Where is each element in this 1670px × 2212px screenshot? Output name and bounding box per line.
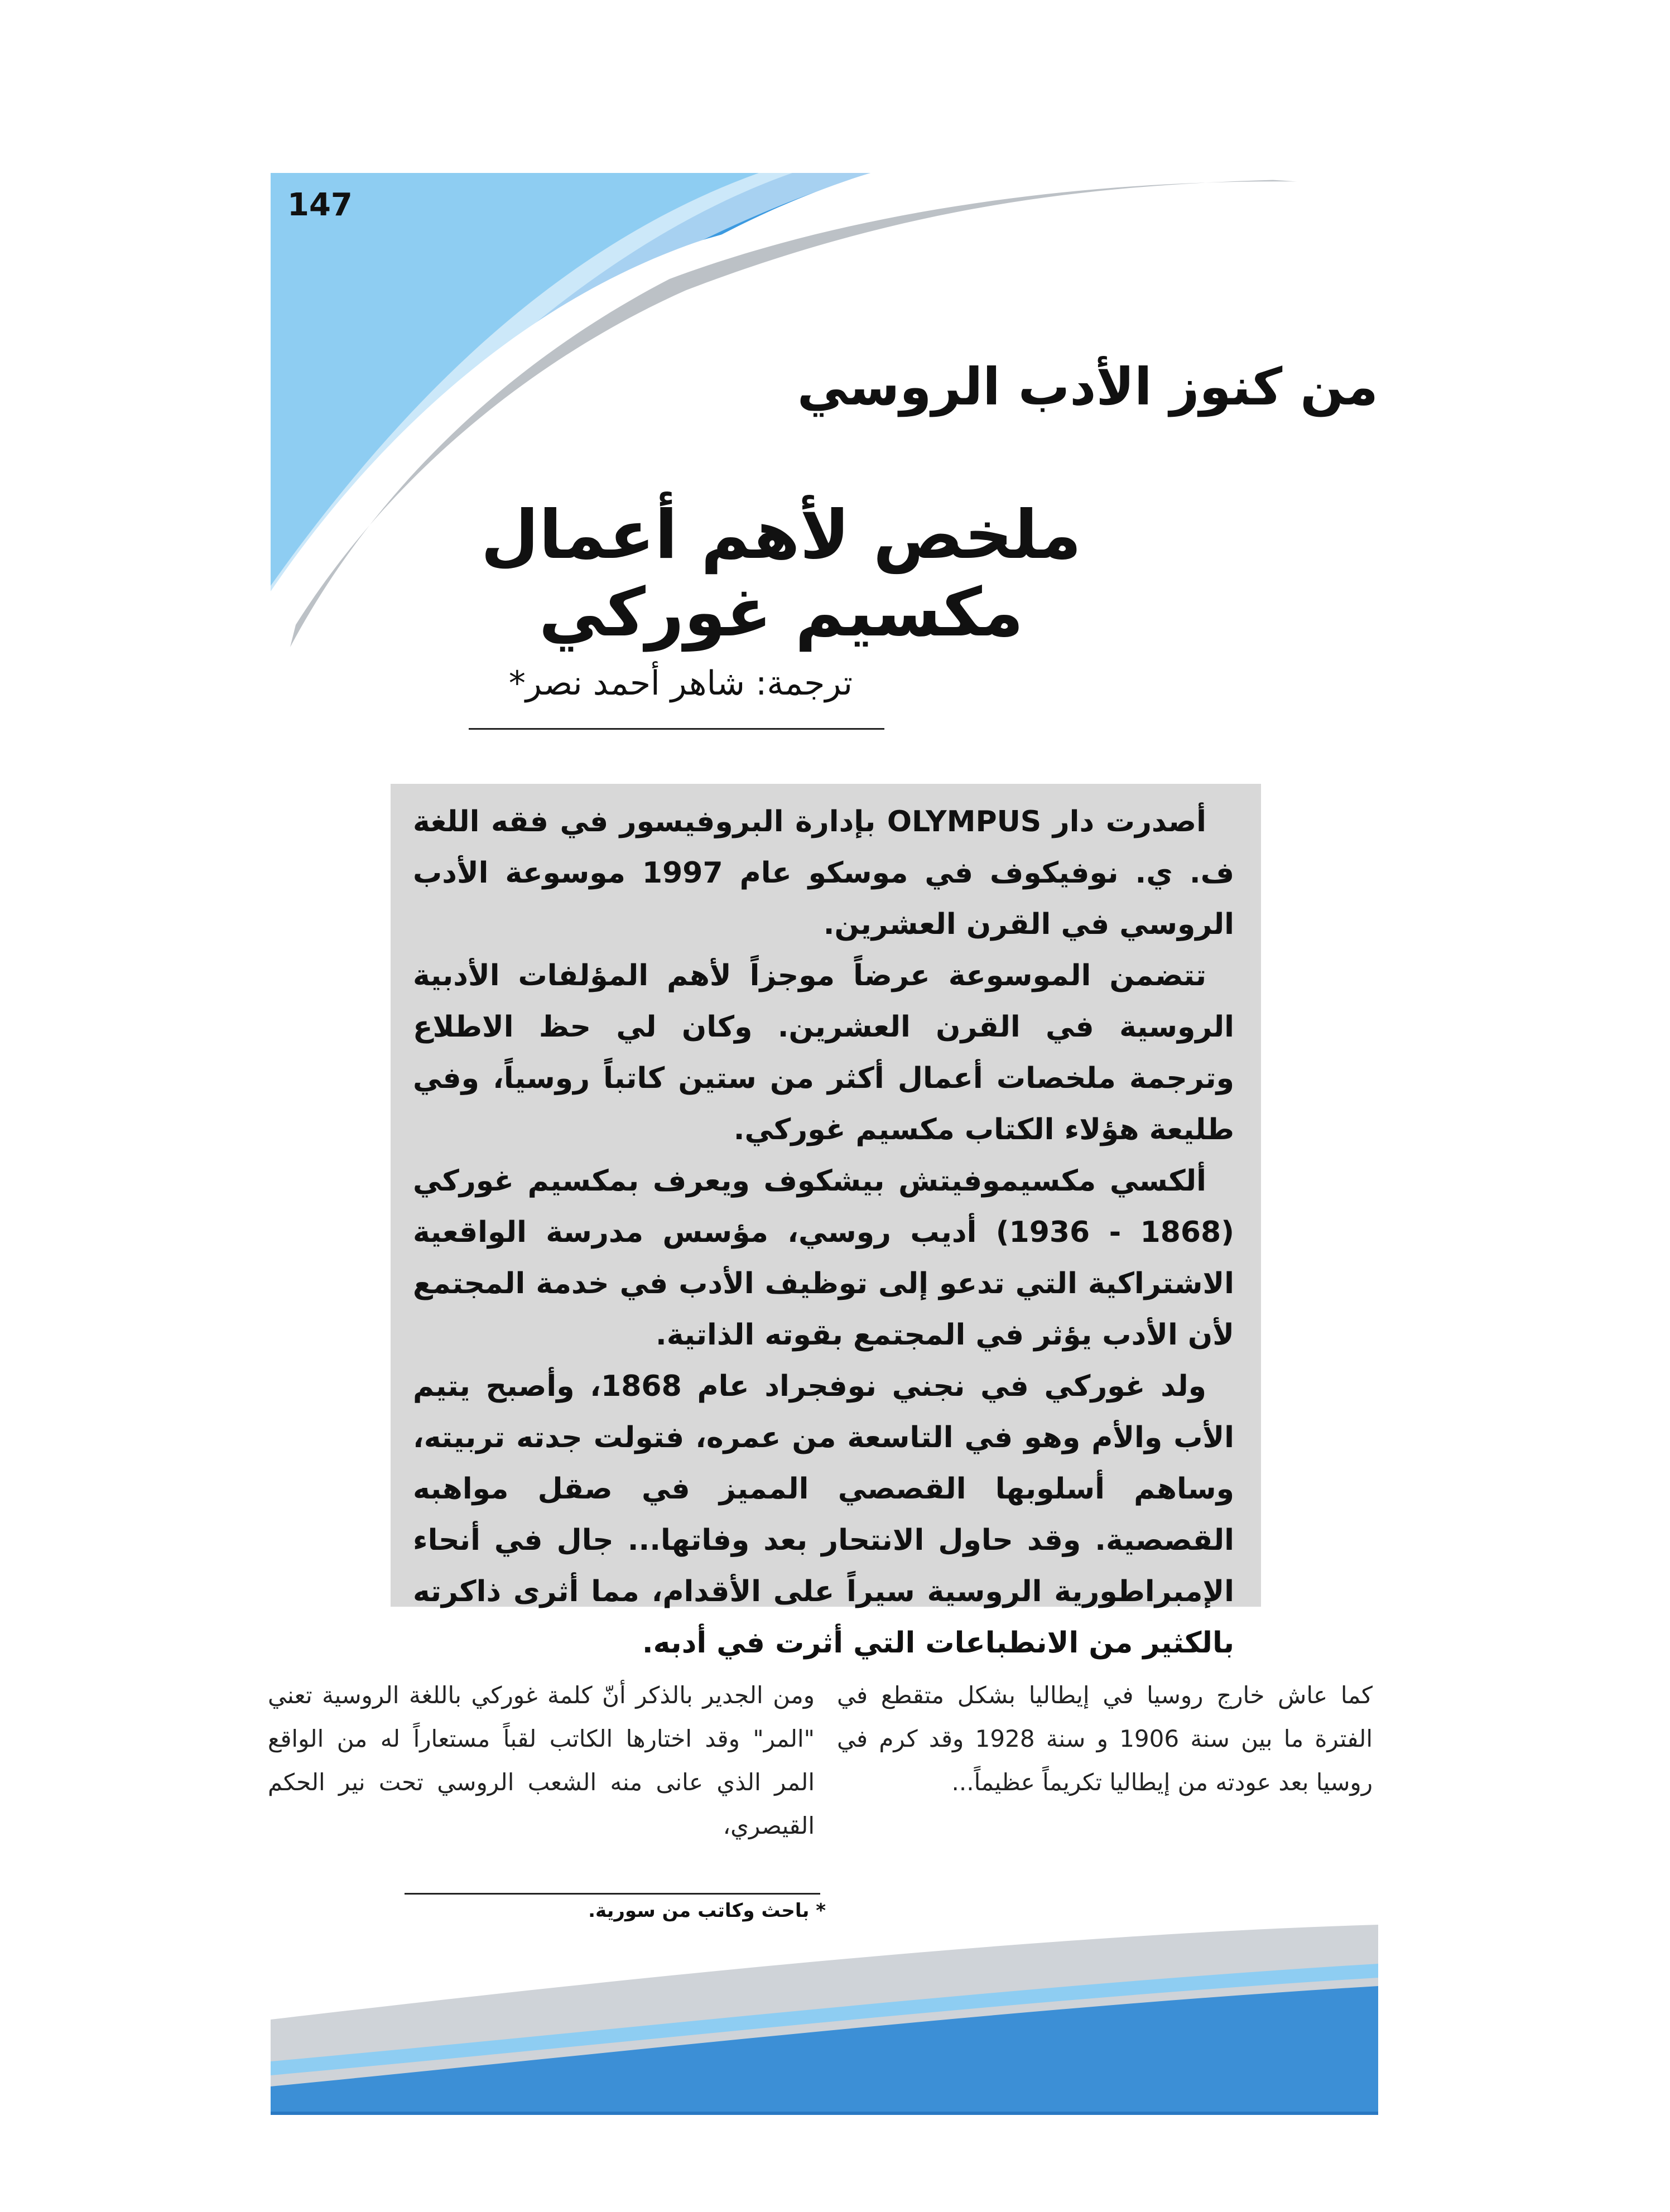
main-title: ملخص لأهم أعمال مكسيم غوركي [480,497,1082,652]
intro-paragraph-4: ولد غوركي في نجني نوفجراد عام 1868، وأصبح يتيم الأب والأم وهو في التاسعة من عمره، فتولت جدته تربيته، وساهم أسلوبها القصصي المميز في صقل مواهبه القصصية. وقد حاول الانتحار بعد وفاتها... جال في أنحاء الإمبراطورية الروسية سيراً على الأقدام، مما أثرى ذاكرته بالكثير من الانطباعات التي أثرت في أدبه. [413,1370,1234,1660]
section-title: من كنوز الأدب الروسي [797,357,1378,417]
body-column-left: ومن الجدير بالذكر أنّ كلمة غوركي باللغة الروسية تعني "المر" وقد اختارها الكاتب لقباً مستعاراً له من الواقع المر الذي عانى منه الشعب الروسي تحت نير الحكم القيصري، [268,1681,815,1839]
intro-paragraph-3: ألكسي مكسيموفيتش بيشكوف ويعرف بمكسيم غوركي (1868 - 1936) أديب روسي، مؤسس مدرسة الواقعية الاشتراكية التي تدعو إلى توظيف الأدب في خدمة المجتمع لأن الأدب يؤثر في المجتمع بقوته الذاتية. [413,1164,1235,1352]
page-number: 147 [287,187,353,223]
intro-box [391,784,1261,1660]
footnote-divider [405,1893,820,1895]
translator-credit: ترجمة: شاهر أحمد نصر* [508,664,853,703]
footnote: * باحث وكاتب من سورية. [588,1900,826,1922]
intro-paragraph-2: تتضمن الموسوعة عرضاً موجزاً لأهم المؤلفات الأدبية الروسية في القرن العشرين. وكان لي حظ الاطلاع وترجمة ملخصات أعمال أكثر من ستين كاتباً روسياً، وفي طليعة هؤلاء الكتاب مكسيم غوركي. [413,959,1234,1146]
translator-underline [469,728,884,730]
body-column-right: كما عاش خارج روسيا في إيطاليا بشكل متقطع في الفترة ما بين سنة 1906 و سنة 1928 وقد كرم في روسيا بعد عودته من إيطاليا تكريماً عظيماً... [837,1681,1373,1796]
intro-paragraph-1: أصدرت دار OLYMPUS بإدارة البروفيسور في فقه اللغة ف. ي. نوفيكوف في موسكو عام 1997 موسوعة الأدب الروسي في القرن العشرين. [413,805,1234,941]
